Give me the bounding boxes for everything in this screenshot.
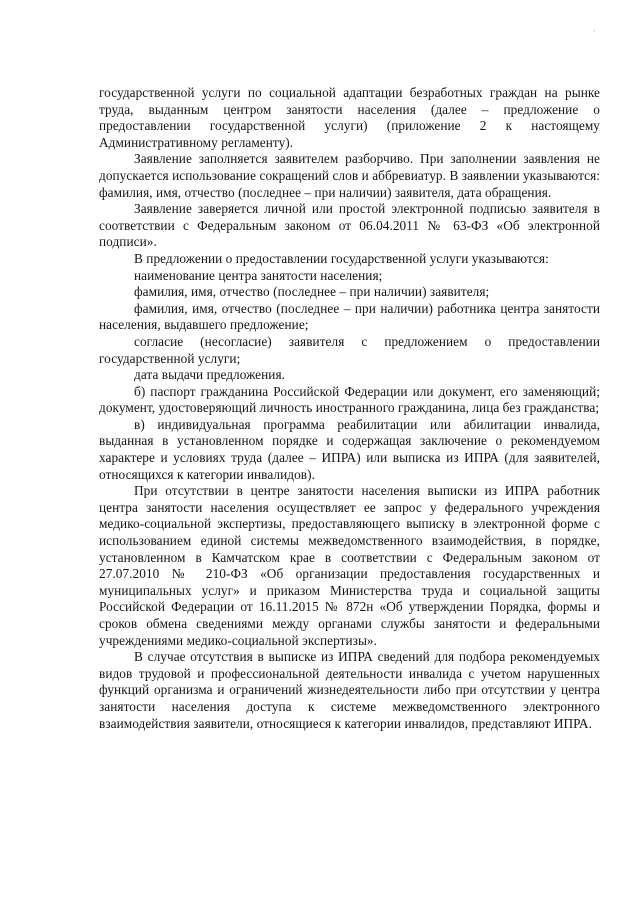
paragraph-proposal-contents-intro: В предложении о предоставлении государственной услуги указываются:: [134, 250, 549, 266]
list-item-issue-date: дата выдачи предложения.: [134, 367, 285, 383]
list-item-center-name: наименование центра занятости населения;: [134, 267, 383, 283]
list-item-applicant-name: фамилия, имя, отчество (последнее – при наличии) заявителя;: [134, 284, 490, 300]
paragraph-ipra-request: При отсутствии в центре занятости населения выписки из ИПРА работник центра занятости населения осуществляет ее запрос у федерального учреждения медико-социальной экспертизы, предоставляющего выписку в электронной форме с использованием единой системы межведомственного взаимодействия, в порядке, установленном в Камчатском крае в соответствии с Федеральным законом от 27.07.2010 № 210-ФЗ «Об организации предоставления государственных и муниципальных услуг» и приказом Министерства труда и социальной защиты Российской Федерации от 16.11.2015 № 872н «Об утверждении Порядка, формы и сроков обмена сведениями между органами службы занятости и федеральными учреждениями медико-социальной экспертизы».: [99, 483, 600, 648]
corner-dot-mark: ·: [593, 27, 596, 36]
list-item-consent: согласие (несогласие) заявителя с предложением о предоставлении государственной услуги;: [99, 333, 600, 366]
paragraph-passport: б) паспорт гражданина Российской Федерации или документ, его заменяющий; документ, удостоверяющий личность иностранного гражданина, лица без гражданства;: [99, 383, 600, 416]
document-body: [99, 85, 600, 732]
list-item-employee-name: фамилия, имя, отчество (последнее – при наличии) работника центра занятости населения, выдавшего предложение;: [99, 300, 600, 333]
paragraph-application-filling: Заявление заполняется заявителем разборчиво. При заполнении заявления не допускается использование сокращений слов и аббревиатур. В заявлении указываются: фамилия, имя, отчество (последнее – при наличии) заявителя, дата обращения.: [99, 151, 600, 200]
paragraph-ipra-absence: В случае отсутствия в выписке из ИПРА сведений для подбора рекомендуемых видов трудовой и профессиональной деятельности инвалида с учетом нарушенных функций организма и ограничений жизнедеятельности либо при отсутствии у центра занятости населения доступа к системе межведомственного электронного взаимодействия заявители, относящиеся к категории инвалидов, представляют ИПРА.: [99, 649, 600, 731]
paragraph-ipra-program: в) индивидуальная программа реабилитации или абилитации инвалида, выданная в установленном порядке и содержащая заключение о рекомендуемом характере и условиях труда (далее – ИПРА) или выписка из ИПРА (для заявителей, относящихся к категории инвалидов).: [99, 416, 600, 482]
paragraph-electronic-signature: Заявление заверяется личной или простой электронной подписью заявителя в соответствии с Федеральным законом от 06.04.2011 № 63-ФЗ «Об электронной подписи».: [99, 201, 600, 250]
paragraph-service-proposal-continuation: государственной услуги по социальной адаптации безработных граждан на рынке труда, выданным центром занятости населения (далее – предложение о предоставлении государственной услуги) (приложение 2 к настоящему Административному регламенту).: [99, 85, 600, 150]
